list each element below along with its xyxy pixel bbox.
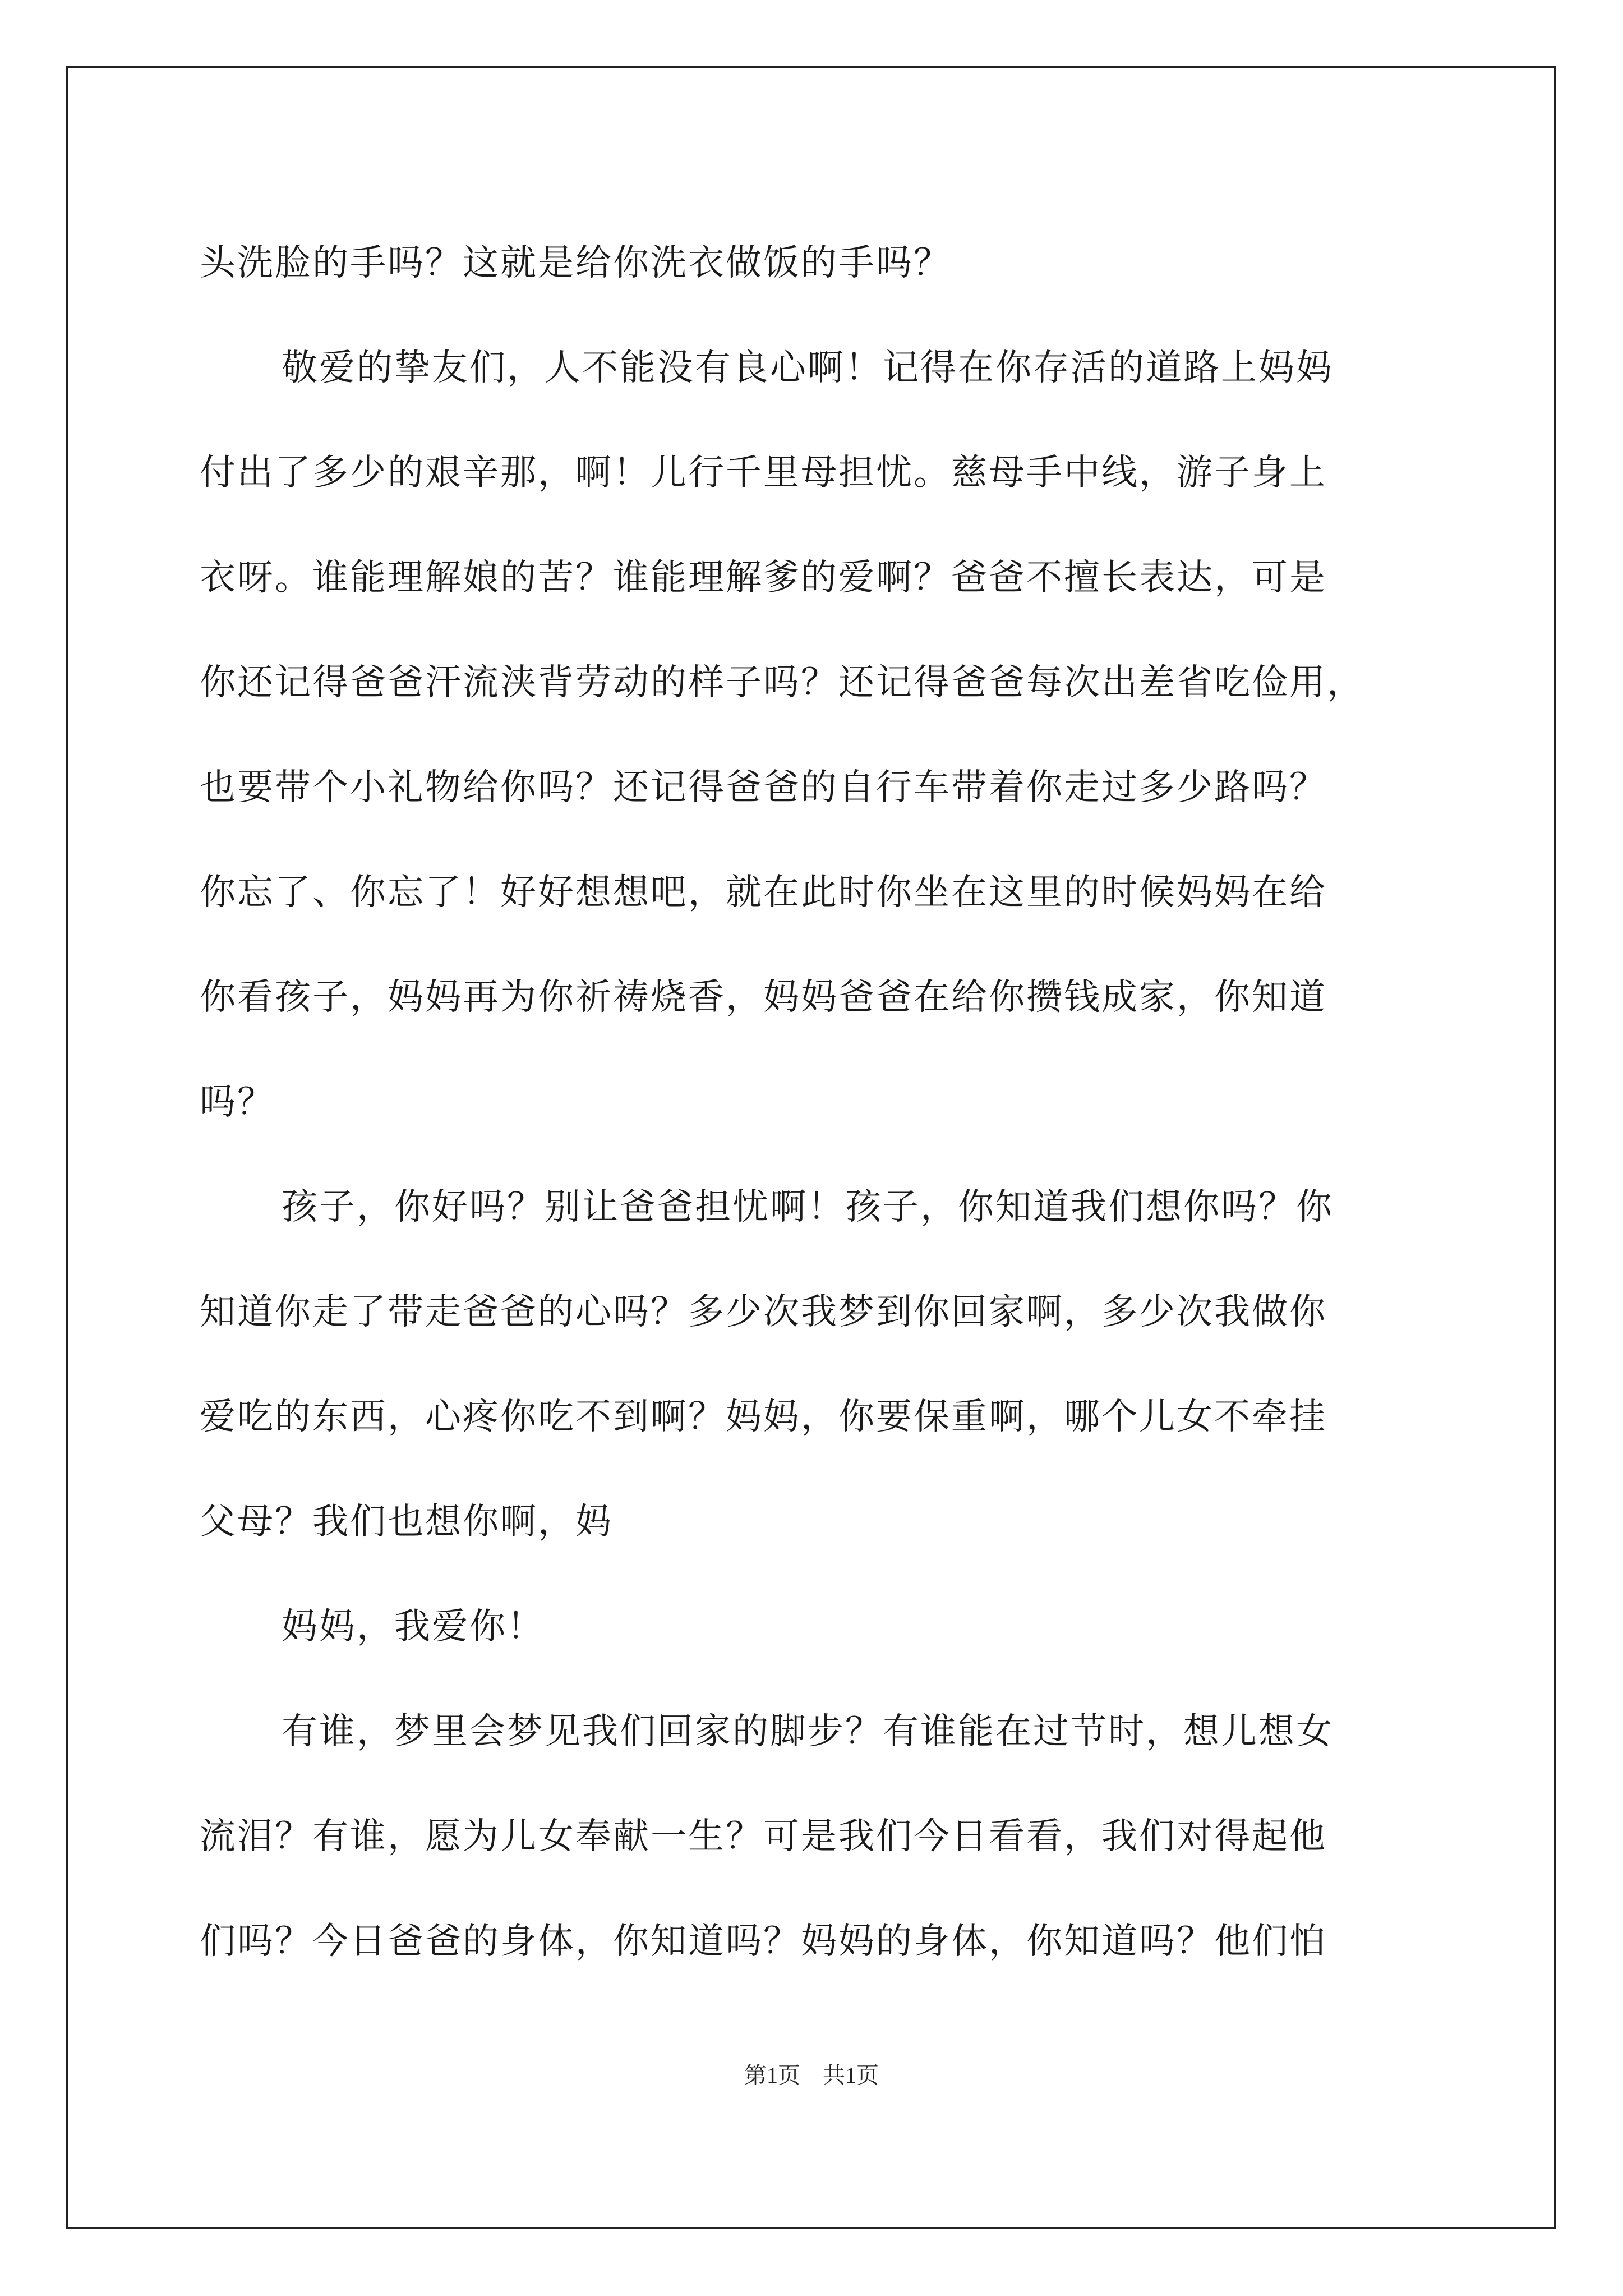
paragraph-3-line-1: 孩子，你好吗？别让爸爸担忧啊！孩子，你知道我们想你吗？你: [282, 1186, 1334, 1228]
paragraph-2-line-6: 你忘了、你忘了！好好想想吧，就在此时你坐在这里的时候妈妈在给: [200, 872, 1327, 913]
paragraph-5-line-3: 们吗？今日爸爸的身体，你知道吗？妈妈的身体，你知道吗？他们怕: [200, 1921, 1327, 1962]
paragraph-2-line-5: 也要带个小礼物给你吗？还记得爸爸的自行车带着你走过多少路吗？: [200, 767, 1327, 808]
paragraph-3-line-2: 知道你走了带走爸爸的心吗？多少次我梦到你回家啊，多少次我做你: [200, 1291, 1327, 1333]
paragraph-5-line-2: 流泪？有谁，愿为儿女奉献一生？可是我们今日看看，我们对得起他: [200, 1816, 1327, 1857]
paragraph-2-line-3: 衣呀。谁能理解娘的苦？谁能理解爹的爱啊？爸爸不擅长表达，可是: [200, 557, 1327, 599]
document-body: [200, 211, 1433, 1994]
paragraph-2-line-1: 敬爱的挚友们，人不能没有良心啊！记得在你存活的道路上妈妈: [282, 347, 1334, 389]
paragraph-2-line-7: 你看孩子，妈妈再为你祈祷烧香，妈妈爸爸在给你攒钱成家，你知道: [200, 977, 1327, 1018]
text-line-1: 头洗脸的手吗？这就是给你洗衣做饭的手吗？: [200, 242, 951, 284]
page-number-footer: 第1页 共1页: [744, 2063, 879, 2088]
paragraph-4-line-1: 妈妈，我爱你！: [282, 1606, 545, 1648]
paragraph-2-line-2: 付出了多少的艰辛那，啊！儿行千里母担忧。慈母手中线，游子身上: [200, 452, 1327, 494]
paragraph-3-line-3: 爱吃的东西，心疼你吃不到啊？妈妈，你要保重啊，哪个儿女不牵挂: [200, 1396, 1327, 1438]
paragraph-2-line-4: 你还记得爸爸汗流浃背劳动的样子吗？还记得爸爸每次出差省吃俭用，: [200, 662, 1364, 703]
paragraph-5-line-1: 有谁，梦里会梦见我们回家的脚步？有谁能在过节时，想儿想女: [282, 1711, 1334, 1752]
paragraph-3-line-4: 父母？我们也想你啊，妈: [200, 1501, 613, 1543]
paragraph-2-line-8: 吗？: [200, 1082, 275, 1123]
